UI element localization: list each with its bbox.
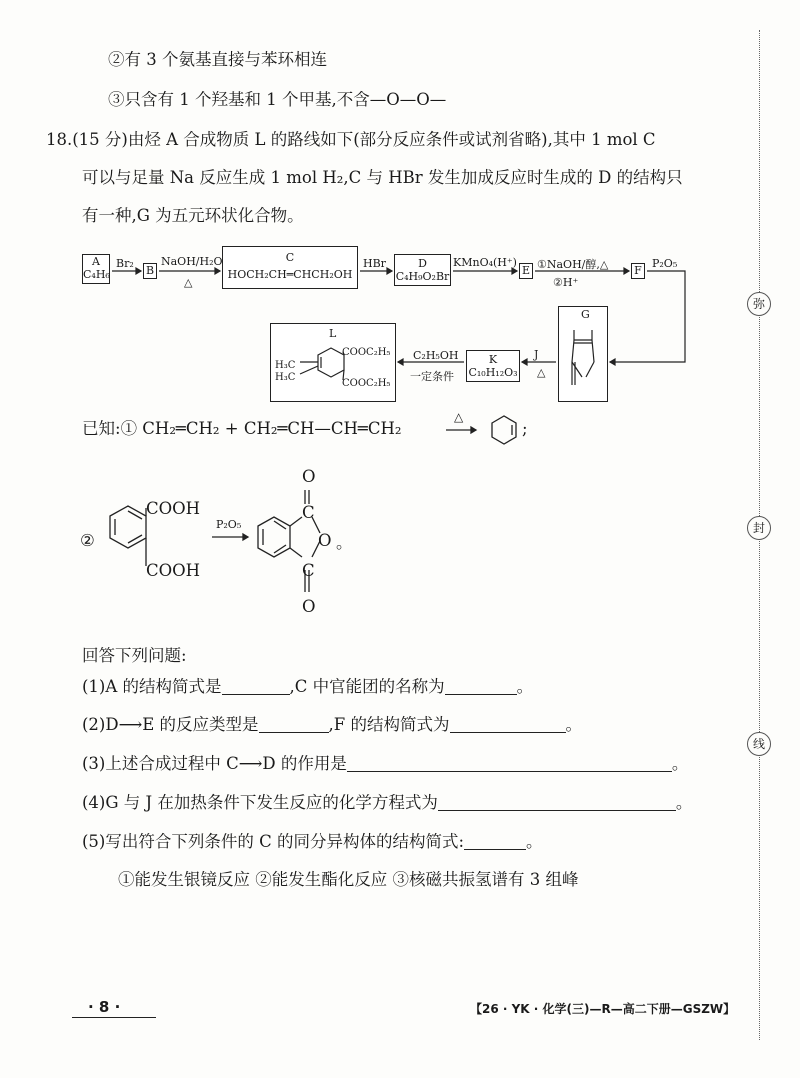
known-eq2-cooh-2: COOH bbox=[146, 561, 201, 580]
question-18-line-2: 可以与足量 Na 反应生成 1 mol H₂,C 与 HBr 发生加成反应时生成的 D 的结构只 bbox=[82, 168, 683, 187]
q2-blank-2[interactable] bbox=[450, 716, 566, 733]
reagent-j: J bbox=[534, 348, 539, 361]
compound-c-formula: HOCH₂CH═CHCH₂OH bbox=[227, 268, 353, 281]
footer-code: 【26 · YK · 化学(三)—R—高二下册—GSZW】 bbox=[470, 1002, 736, 1016]
reagent-naoh-alcohol: ①NaOH/醇,△ bbox=[537, 258, 609, 271]
reagent-ethanol: C₂H₅OH bbox=[413, 349, 459, 362]
l-substituent-methyl-1: H₃C bbox=[275, 360, 296, 371]
page-number-rule bbox=[72, 1017, 156, 1018]
question-2 bbox=[82, 714, 582, 736]
l-substituent-ester-2: COOC₂H₅ bbox=[342, 378, 391, 389]
q2-blank-1[interactable] bbox=[259, 716, 329, 733]
reagent-br2: Br₂ bbox=[116, 257, 134, 270]
question-1 bbox=[82, 676, 533, 698]
compound-f-box: F bbox=[631, 263, 645, 279]
l-substituent-ester-1: COOC₂H₅ bbox=[342, 347, 391, 358]
q3-blank[interactable] bbox=[347, 755, 672, 772]
compound-k-name: K bbox=[488, 353, 498, 366]
anhydride-c-bottom: C bbox=[302, 561, 315, 580]
condition-3: ③只含有 1 个羟基和 1 个甲基,不含—O—O— bbox=[108, 90, 447, 109]
known-eq2-end: 。 bbox=[336, 533, 353, 552]
question-points: (15 分) bbox=[72, 130, 128, 149]
q4-blank[interactable] bbox=[438, 794, 676, 811]
q5-blank[interactable] bbox=[464, 833, 526, 850]
q1-text-c: 。 bbox=[516, 677, 534, 696]
q1-blank-2[interactable] bbox=[445, 678, 517, 695]
anhydride-o-bottom: O bbox=[302, 597, 316, 616]
compound-l-name: L bbox=[329, 327, 337, 340]
question-4 bbox=[82, 792, 692, 814]
question-intro-1: 由烃 A 合成物质 L 的路线如下(部分反应条件或试剂省略),其中 1 mol C bbox=[127, 130, 656, 149]
compound-d-name: D bbox=[418, 257, 427, 270]
q3-text-c: 。 bbox=[671, 754, 689, 773]
compound-g-name: G bbox=[581, 308, 590, 321]
anhydride-o-top: O bbox=[302, 467, 316, 486]
q2-text-b: ,F 的结构简式为 bbox=[328, 715, 450, 734]
anhydride-c-top: C bbox=[302, 503, 315, 522]
reagent-kmno4: KMnO₄(H⁺) bbox=[453, 256, 517, 269]
q3-text-a: (3)上述合成过程中 C⟶D 的作用是 bbox=[82, 754, 347, 773]
known-eq2-condition: P₂O₅ bbox=[216, 518, 242, 531]
reagent-p2o5: P₂O₅ bbox=[652, 257, 678, 270]
reagent-naoh-h2o: NaOH/H₂O bbox=[161, 255, 223, 268]
question-number: 18. bbox=[46, 130, 73, 149]
compound-b-box: B bbox=[143, 263, 157, 279]
known-eq1-end: ; bbox=[522, 419, 528, 438]
q4-text-a: (4)G 与 J 在加热条件下发生反应的化学方程式为 bbox=[82, 793, 438, 812]
q1-text-a: (1)A 的结构简式是 bbox=[82, 677, 222, 696]
known-eq1-condition: △ bbox=[454, 410, 464, 424]
condition-heat-1: △ bbox=[184, 276, 193, 289]
condition-2: ②有 3 个氨基直接与苯环相连 bbox=[108, 50, 327, 69]
known-eq1-text: ① CH₂═CH₂ + CH₂═CH—CH═CH₂ bbox=[120, 419, 402, 438]
l-substituent-methyl-2: H₃C bbox=[275, 372, 296, 383]
condition-certain: 一定条件 bbox=[410, 370, 454, 383]
known-label: 已知: bbox=[82, 419, 121, 438]
compound-d-formula: C₄H₉O₂Br bbox=[395, 270, 450, 283]
known-eq1-graphics bbox=[440, 405, 560, 455]
answer-intro: 回答下列问题: bbox=[82, 646, 187, 665]
compound-a-formula: C₄H₆ bbox=[83, 268, 110, 281]
scheme-arrows-and-structures bbox=[0, 0, 800, 420]
known-eq2-number: ② bbox=[80, 531, 95, 550]
q5-text-a: (5)写出符合下列条件的 C 的同分异构体的结构简式: bbox=[82, 832, 465, 851]
seal-xian: 线 bbox=[747, 732, 771, 756]
known-eq2-cooh-1: COOH bbox=[146, 499, 201, 518]
anhydride-o-ring: O bbox=[318, 531, 332, 550]
question-3 bbox=[82, 753, 688, 775]
known-eq-1 bbox=[82, 418, 401, 440]
compound-k-formula: C₁₀H₁₂O₃ bbox=[468, 366, 518, 379]
question-5-conditions: ①能发生银镜反应 ②能发生酯化反应 ③核磁共振氢谱有 3 组峰 bbox=[118, 870, 579, 889]
question-18-line-3: 有一种,G 为五元环状化合物。 bbox=[82, 206, 304, 225]
reagent-hbr: HBr bbox=[363, 257, 386, 270]
seal-mi: 弥 bbox=[747, 292, 771, 316]
page-number: · 8 · bbox=[88, 998, 121, 1016]
q1-text-b: ,C 中官能团的名称为 bbox=[289, 677, 445, 696]
q5-text-c: 。 bbox=[526, 832, 543, 851]
compound-a-name: A bbox=[92, 255, 100, 268]
q2-text-a: (2)D⟶E 的反应类型是 bbox=[82, 715, 259, 734]
seal-feng: 封 bbox=[747, 516, 771, 540]
question-5 bbox=[82, 831, 543, 853]
q2-text-c: 。 bbox=[565, 715, 582, 734]
q4-text-c: 。 bbox=[675, 793, 693, 812]
condition-heat-2: △ bbox=[537, 366, 546, 379]
q1-blank-1[interactable] bbox=[222, 678, 290, 695]
reagent-acid: ②H⁺ bbox=[553, 276, 579, 289]
compound-e-box: E bbox=[519, 263, 533, 279]
compound-c-name: C bbox=[285, 251, 295, 264]
